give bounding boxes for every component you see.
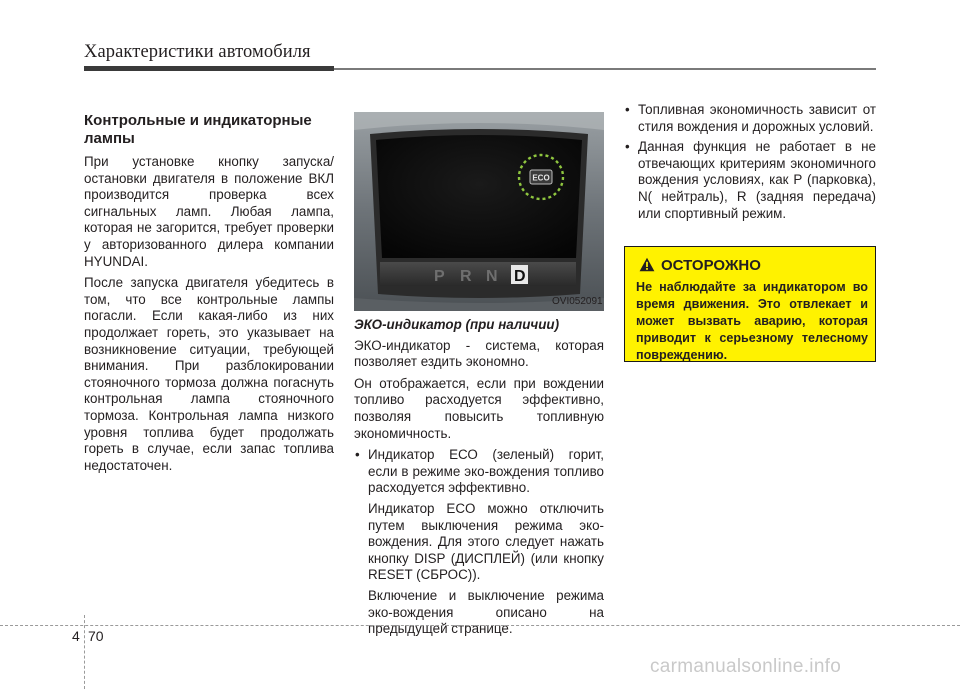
footer-divider	[84, 615, 85, 689]
gear-n: N	[486, 268, 498, 285]
indented-paragraph: Включение и выключение режима эко-вождения описано на предыдущей странице.	[368, 587, 604, 637]
header-rule-light	[334, 68, 876, 70]
bullet-dot-icon: •	[355, 447, 360, 463]
bullet-item	[624, 102, 876, 135]
section-number: 4	[72, 628, 80, 644]
header-rule-dark	[84, 66, 334, 71]
bullet-dot-icon: •	[625, 102, 630, 117]
bullet-dot-icon: •	[625, 139, 630, 155]
warning-box	[624, 246, 876, 362]
right-column	[624, 102, 876, 226]
gear-d: D	[514, 268, 526, 285]
paragraph: Он отображается, если при вождении топливо расходуется эффективно, позволяя повысить топливную экономичность.	[354, 375, 604, 441]
eco-indicator-figure	[354, 112, 604, 311]
subsection-title: ЭКО-индикатор (при наличии)	[354, 317, 560, 332]
bullet-item	[354, 447, 604, 497]
footer-rule	[0, 625, 960, 626]
warning-triangle-icon	[639, 257, 655, 272]
page-number: 70	[88, 628, 104, 644]
warning-title: ОСТОРОЖНО	[661, 257, 761, 274]
bullet-text: Индикатор ЕСО (зеленый) горит, если в режиме эко-вождения топливо расходуется эффективно.	[368, 447, 604, 496]
bullet-item	[624, 139, 876, 222]
middle-column	[354, 317, 604, 642]
gear-strip	[380, 262, 576, 286]
gear-r: R	[460, 268, 472, 285]
image-code: OVI052091	[552, 296, 603, 307]
paragraph: ЭКО-индикатор - система, которая позволяет ездить экономно.	[354, 337, 604, 370]
eco-text: ECO	[532, 173, 550, 183]
bullet-text: Топливная экономичность зависит от стиля вождения и дорожных условий.	[638, 102, 876, 134]
section-title: Контрольные и индикаторные лампы	[84, 112, 312, 147]
watermark: carmanualsonline.info	[650, 656, 842, 677]
left-column	[84, 112, 334, 479]
warning-heading	[639, 257, 761, 274]
gear-p: P	[434, 268, 445, 285]
bullet-text: Данная функция не работает в не отвечающих критериям экономичного вождения условиях, как Р (парковка), N( нейтраль), R (задняя передача) или спортивный режим.	[638, 139, 876, 221]
display-screen	[376, 135, 582, 258]
page-header-title: Характеристики автомобиля	[84, 42, 311, 62]
paragraph: После запуска двигателя убедитесь в том, что все контрольные лампы погасли. Если какая-либо из них продолжает гореть, это указывает на возникновение ситуации, требующей внимания. При разблокировании стояночного тормоза должна погаснуть контрольная лампа стояночного тормоза. Контрольная лампа низкого уровня топлива будет продолжать гореть в случае, если запас топлива недостаточен.	[84, 275, 334, 473]
dashboard-illustration	[354, 112, 604, 311]
indented-paragraph: Индикатор ECO можно отключить путем выключения режима эко-вождения. Для этого следует нажать кнопку DISP (ДИСПЛЕЙ) (или кнопку RESET (СБРОС)).	[368, 500, 604, 583]
paragraph: При установке кнопку запуска/остановки двигателя в положение ВКЛ производится проверка всех сигнальных ламп. Любая лампа, которая не загорится, требует проверки у авторизованного дилера компании HYUNDAI.	[84, 154, 334, 269]
warning-text: Не наблюдайте за индикатором во время движения. Это отвлекает и может вызвать аварию, которая приводит к серьезному телесному повреждению.	[636, 280, 868, 362]
